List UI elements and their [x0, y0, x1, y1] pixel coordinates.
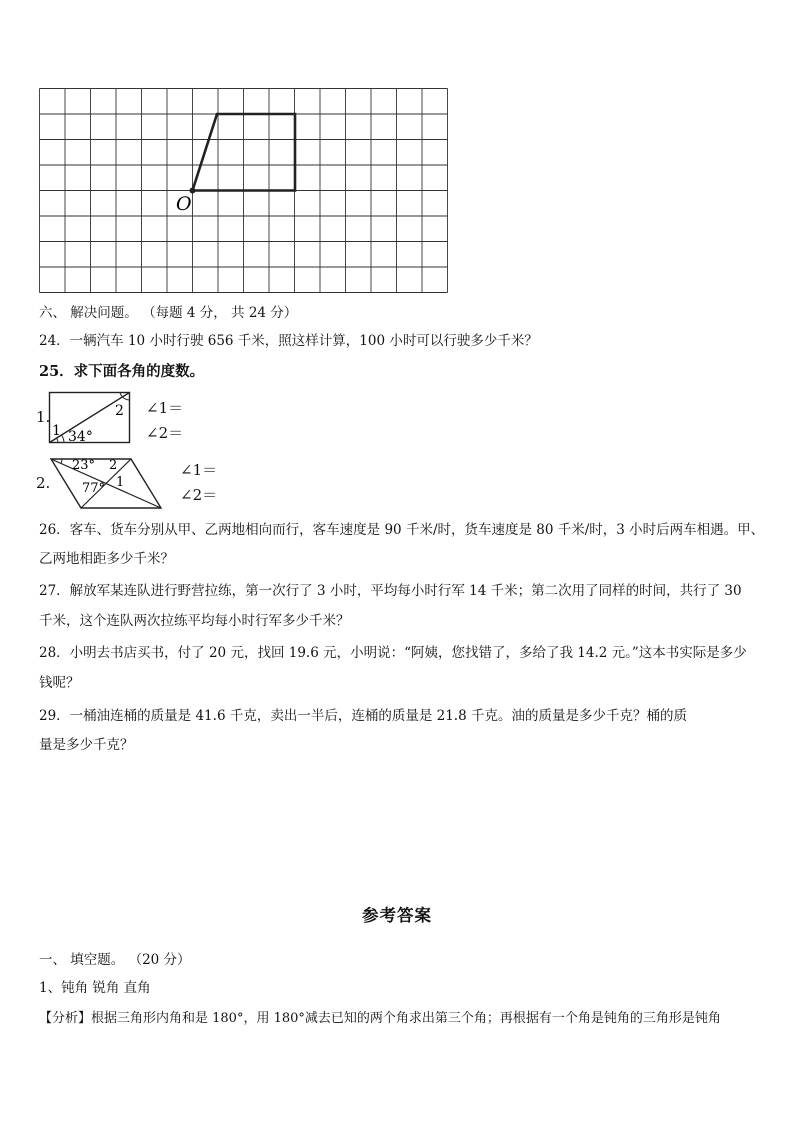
answer-1: 1、钝角 锐角 直角 — [39, 980, 151, 996]
origin-label: O — [176, 193, 192, 215]
question-27-line-1: 27．解放军某连队进行野营拉练，第一次行了 3 小时，平均每小时行军 14 千米；第二次用了同样的时间，共行了 30 — [39, 583, 742, 599]
q25-figure-1 — [48, 391, 134, 446]
answer-analysis: 【分析】根据三角形内角和是 180°，用 180°减去已知的两个角求出第三个角；再根据有一个角是钝角的三角形是钝角 — [39, 1011, 721, 1026]
answers-section1-heading: 一、 填空题。 （20 分） — [39, 952, 191, 968]
fig1-angle2-label: 2 — [115, 403, 124, 419]
section6-heading: 六、 解决问题。 （每题 4 分， 共 24 分） — [39, 305, 298, 321]
question-26-line-1: 26．客车、货车分别从甲、乙两地相向而行，客车速度是 90 千米/时，货车速度是 80 千米/时，3 小时后两车相遇。甲、 — [39, 522, 765, 538]
fig2-answer-1: ∠1＝ — [180, 461, 218, 479]
question-25: 25．求下面各角的度数。 — [39, 363, 205, 380]
question-29-line-2: 量是多少千克？ — [39, 737, 134, 753]
fig2-number: 2. — [36, 474, 51, 492]
fig1-given-angle: 34° — [68, 429, 93, 445]
fig1-number: 1. — [36, 408, 51, 426]
question-28-line-2: 钱呢？ — [39, 675, 80, 691]
fig2-angle2-label: 2 — [109, 458, 118, 473]
fig2-answer-2: ∠2＝ — [180, 486, 218, 504]
question-29-line-1: 29．一桶油连桶的质量是 41.6 千克，卖出一半后，连桶的质量是 21.8 千克。油的质量是多少千克？桶的质 — [39, 708, 687, 724]
q25-figure-2 — [48, 456, 164, 512]
fig1-answer-2: ∠2＝ — [146, 424, 184, 442]
fig1-angle1-label: 1 — [52, 423, 61, 439]
fig2-angle-a: 23° — [72, 458, 96, 473]
fig1-answer-1: ∠1＝ — [146, 399, 184, 417]
fig2-angle-b: 77° — [82, 481, 106, 496]
answers-title: 参考答案 — [362, 906, 432, 925]
question-24: 24．一辆汽车 10 小时行驶 656 千米，照这样计算，100 小时可以行驶多少千米？ — [39, 333, 538, 349]
fig2-angle1-label: 1 — [116, 475, 125, 490]
question-27-line-2: 千米，这个连队两次拉练平均每小时行军多少千米？ — [39, 613, 350, 629]
grid-figure — [39, 88, 448, 296]
question-26-line-2: 乙两地相距多少千米？ — [39, 551, 174, 567]
question-28-line-1: 28．小明去书店买书，付了 20 元，找回 19.6 元，小明说：“阿姨，您找错了，多给了我 14.2 元。”这本书实际是多少 — [39, 645, 747, 661]
